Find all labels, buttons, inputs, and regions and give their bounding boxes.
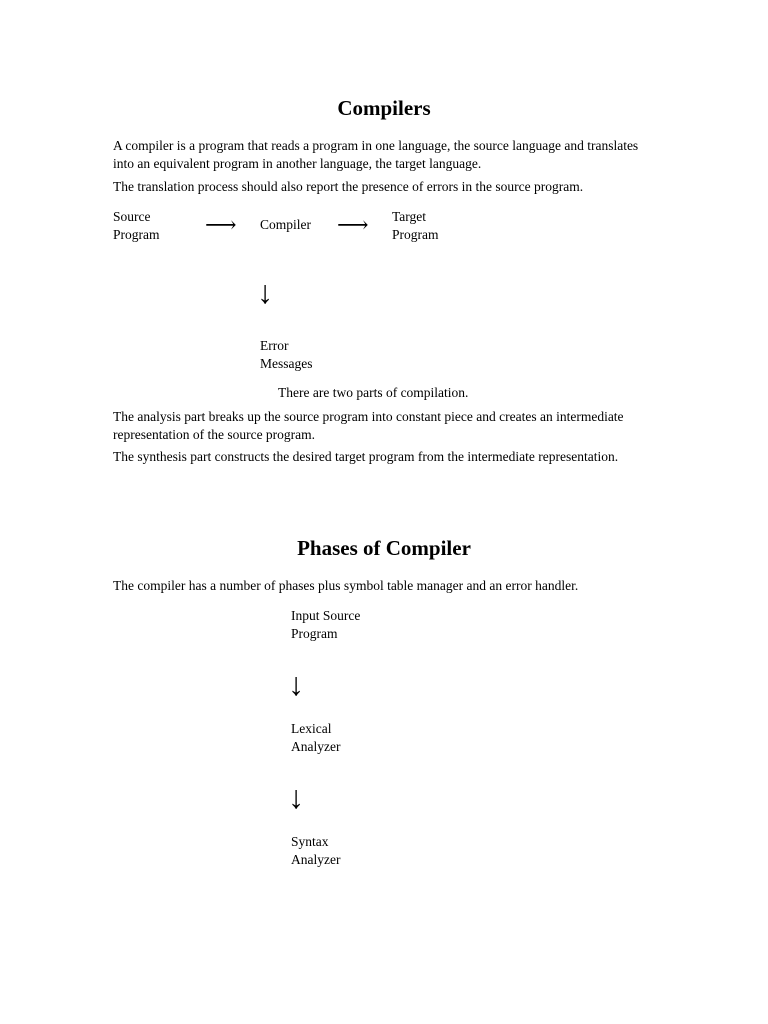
phases-heading: Phases of Compiler xyxy=(297,536,471,560)
parts-intro-text: There are two parts of compilation. xyxy=(278,385,469,400)
lexical-analyzer-label xyxy=(291,720,340,755)
right-arrow-icon: ⟶ xyxy=(205,212,237,237)
syntax-analyzer-label xyxy=(291,833,340,868)
input-source-program-label xyxy=(291,607,360,642)
right-arrow-icon: ⟶ xyxy=(337,212,369,237)
down-arrow-icon: ↓ xyxy=(288,666,304,702)
compiler-definition-paragraph: A compiler is a program that reads a program in one language, the source language and translates into an equivalent program in another language, the target language. xyxy=(113,138,639,171)
source-label-line2: Program xyxy=(113,226,160,242)
syntax-label-line1: Syntax xyxy=(291,834,329,849)
down-arrow-icon: ↓ xyxy=(257,274,273,310)
source-program-label xyxy=(113,208,160,243)
error-label-line1: Error xyxy=(260,338,289,353)
lexical-label-line2: Analyzer xyxy=(291,738,341,754)
source-label-line1: Source xyxy=(113,209,151,224)
target-label-line1: Target xyxy=(392,209,427,224)
syntax-label-line2: Analyzer xyxy=(291,851,341,867)
synthesis-paragraph: The synthesis part constructs the desired target program from the intermediate representation. xyxy=(113,449,619,464)
translation-errors-paragraph: The translation process should also report the presence of errors in the source program. xyxy=(113,179,584,194)
page-title: Compilers xyxy=(337,96,431,120)
target-program-label xyxy=(392,208,439,243)
compiler-label: Compiler xyxy=(260,217,311,232)
target-label-line2: Program xyxy=(392,226,439,242)
down-arrow-icon: ↓ xyxy=(288,779,304,815)
input-label-line1: Input Source xyxy=(291,608,361,623)
input-label-line2: Program xyxy=(291,625,338,641)
error-label-line2: Messages xyxy=(260,355,313,371)
error-messages-label xyxy=(260,337,313,372)
phases-intro-paragraph: The compiler has a number of phases plus symbol table manager and an error handler. xyxy=(113,578,579,593)
lexical-label-line1: Lexical xyxy=(291,721,332,736)
analysis-paragraph: The analysis part breaks up the source program into constant piece and creates an intermediate representation of the source program. xyxy=(113,409,624,442)
